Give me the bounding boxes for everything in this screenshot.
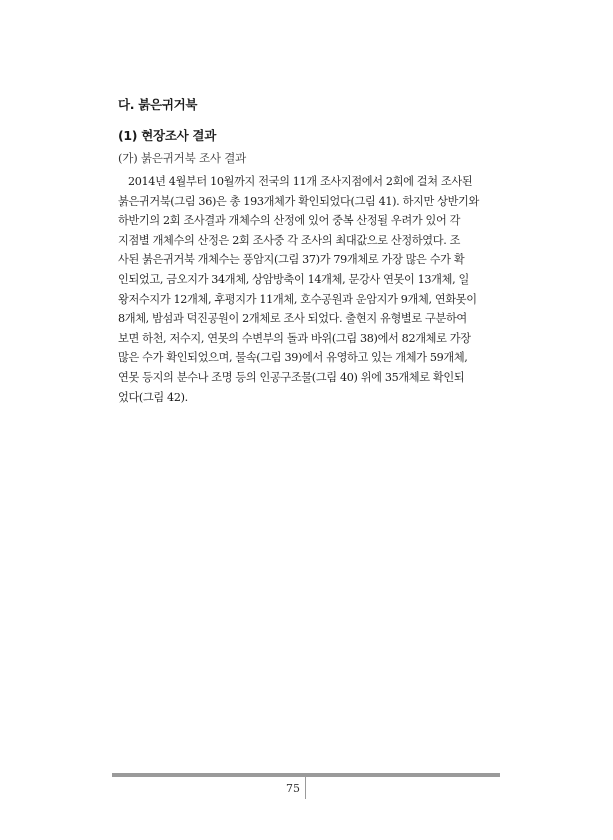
sub-subsection-heading: (가) 붉은귀거북 조사 결과 bbox=[118, 151, 247, 165]
paragraph-line: 사된 붉은귀거북 개체수는 풍암지(그림 37)가 79개체로 가장 많은 수가 확 bbox=[118, 253, 465, 267]
section-heading: 다. 붉은귀거북 bbox=[118, 97, 198, 112]
paragraph-line: 많은 수가 확인되었으며, 물속(그림 39)에서 유영하고 있는 개체가 59개체, bbox=[118, 351, 468, 365]
subsection-heading: (1) 현장조사 결과 bbox=[118, 128, 216, 143]
paragraph-line: 인되었고, 금오지가 34개체, 상암방축이 14개체, 문강사 연못이 13개체, 일 bbox=[118, 272, 469, 286]
paragraph-line: 2014년 4월부터 10월까지 전국의 11개 조사지점에서 2회에 걸쳐 조사된 bbox=[128, 175, 473, 188]
paragraph-line: 었다(그림 42). bbox=[118, 390, 188, 404]
paragraph-line: 하반기의 2회 조사결과 개체수의 산정에 있어 중복 산정될 우려가 있어 각 bbox=[118, 214, 461, 228]
paragraph-line: 연못 등지의 분수나 조명 등의 인공구조물(그림 40) 위에 35개체로 확인되 bbox=[118, 370, 465, 384]
paragraph-line: 8개체, 밤섬과 덕진공원이 2개체로 조사 되었다. 출현지 유형별로 구분하여 bbox=[118, 312, 467, 326]
footer-divider bbox=[112, 773, 500, 777]
body-paragraph bbox=[118, 172, 500, 407]
paragraph-line: 지점별 개체수의 산정은 2회 조사중 각 조사의 최대값으로 산정하였다. 조 bbox=[118, 233, 461, 247]
paragraph-line: 보면 하천, 저수지, 연못의 수변부의 돌과 바위(그림 38)에서 82개체로 가장 bbox=[118, 331, 471, 345]
paragraph-line: 붉은귀거북(그림 36)은 총 193개체가 확인되었다(그림 41). 하지만 상반기와 bbox=[118, 194, 479, 208]
paragraph-line: 왕저수지가 12개체, 후평지가 11개체, 호수공원과 운암지가 9개체, 연화못이 bbox=[118, 292, 477, 306]
page-number: 75 bbox=[286, 782, 300, 795]
footer-tick-divider bbox=[305, 777, 306, 799]
